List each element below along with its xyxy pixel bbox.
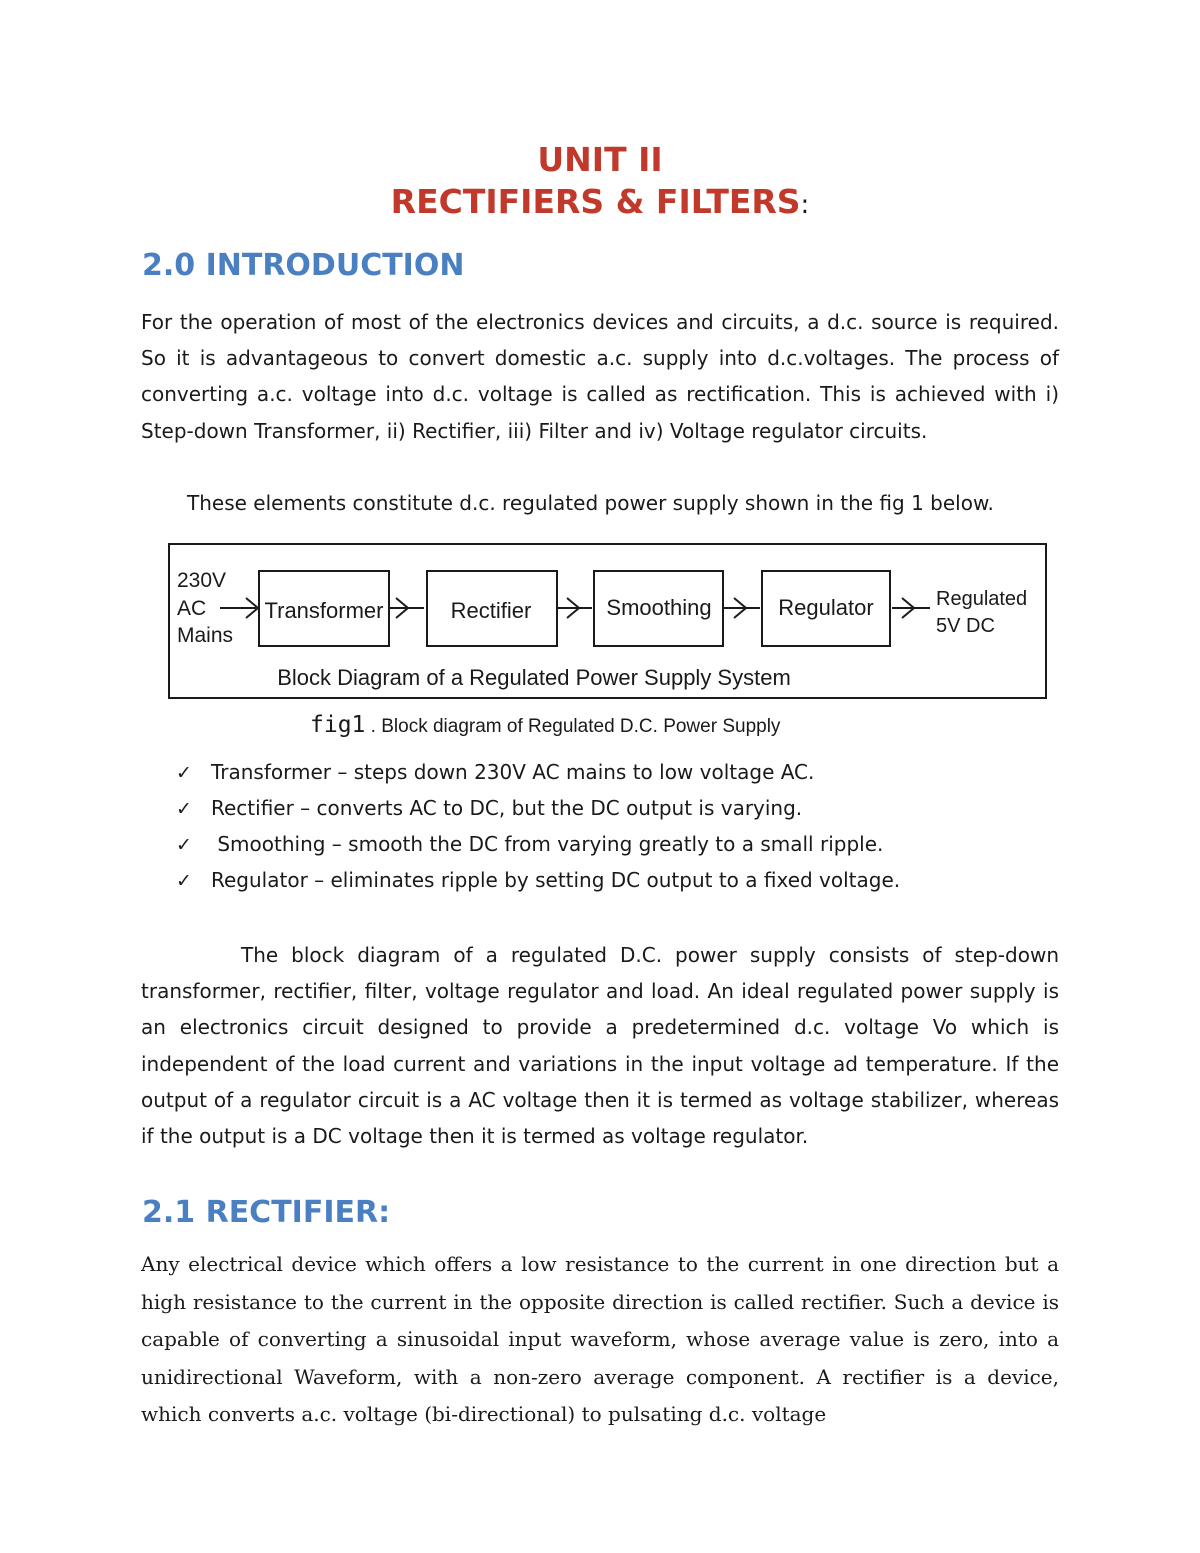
- output-label-line1: Regulated: [936, 588, 1028, 610]
- diagram-title: Block Diagram of a Regulated Power Supply System: [277, 665, 791, 690]
- block-diagram: [168, 543, 1047, 699]
- list-item: [176, 790, 900, 826]
- figure-caption: [310, 712, 780, 738]
- chapter-title-text: RECTIFIERS & FILTERS: [390, 182, 801, 221]
- unit-title: UNIT II: [537, 140, 663, 179]
- power-supply-paragraph: The block diagram of a regulated D.C. power supply consists of step-down transformer, rectifier, filter, voltage regulator and load. An ideal regulated power supply is an electronics circuit designed to provide a predetermined d.c. voltage Vo which is independent of the load current and variations in the input voltage ad temperature. If the output of a regulator circuit is a AC voltage then it is termed as voltage stabilizer, whereas if the output is a DC voltage then it is termed as voltage regulator.: [141, 943, 1059, 1149]
- list-item-text: Rectifier – converts AC to DC, but the DC output is varying.: [211, 796, 803, 820]
- component-checklist: [176, 754, 900, 898]
- block-rectifier-label: Rectifier: [450, 598, 532, 623]
- input-label-line2: AC: [177, 597, 207, 620]
- section-heading-introduction: 2.0 INTRODUCTION: [142, 248, 465, 283]
- figure-caption-label: fig1: [310, 712, 366, 738]
- check-icon: ✓: [176, 870, 192, 892]
- intro-paragraph: For the operation of most of the electronics devices and circuits, a d.c. source is required. So it is advantageous to convert domestic a.c. supply into d.c.voltages. The process of converting a.c. voltage into d.c. voltage is called as rectification. This is achieved with i) Step-down Transformer, ii) Rectifier, iii) Filter and iv) Voltage regulator circuits.: [141, 310, 1059, 443]
- list-item: [176, 826, 900, 862]
- chapter-title-colon: :: [800, 190, 810, 220]
- input-label-line1: 230V: [177, 569, 227, 592]
- input-label-line3: Mains: [177, 624, 234, 647]
- list-item-text: Smoothing – smooth the DC from varying greatly to a small ripple.: [211, 832, 884, 856]
- list-item-text: Transformer – steps down 230V AC mains to low voltage AC.: [211, 760, 815, 784]
- check-icon: ✓: [176, 834, 192, 856]
- list-item: [176, 862, 900, 898]
- rectifier-paragraph: Any electrical device which offers a low resistance to the current in one direction but a high resistance to the current in the opposite direction is called rectifier. Such a device is capable of converting a sinusoidal input waveform, whose average value is zero, into a unidirectional Waveform, with a non-zero average component. A rectifier is a device, which converts a.c. voltage (bi-directional) to pulsating d.c. voltage: [141, 1252, 1059, 1426]
- output-label-line2: 5V DC: [936, 615, 995, 637]
- chapter-title: [0, 182, 1200, 221]
- block-smoothing-label: Smoothing: [606, 595, 712, 620]
- check-icon: ✓: [176, 762, 192, 784]
- check-icon: ✓: [176, 798, 192, 820]
- figure-caption-text: . Block diagram of Regulated D.C. Power Supply: [365, 716, 781, 737]
- block-regulator-label: Regulator: [778, 595, 874, 620]
- list-item-text: Regulator – eliminates ripple by setting DC output to a fixed voltage.: [211, 868, 901, 892]
- intro-paragraph-2: These elements constitute d.c. regulated power supply shown in the fig 1 below.: [187, 491, 994, 515]
- block-transformer-label: Transformer: [264, 598, 384, 623]
- list-item: [176, 754, 900, 790]
- section-heading-rectifier: 2.1 RECTIFIER:: [142, 1195, 391, 1230]
